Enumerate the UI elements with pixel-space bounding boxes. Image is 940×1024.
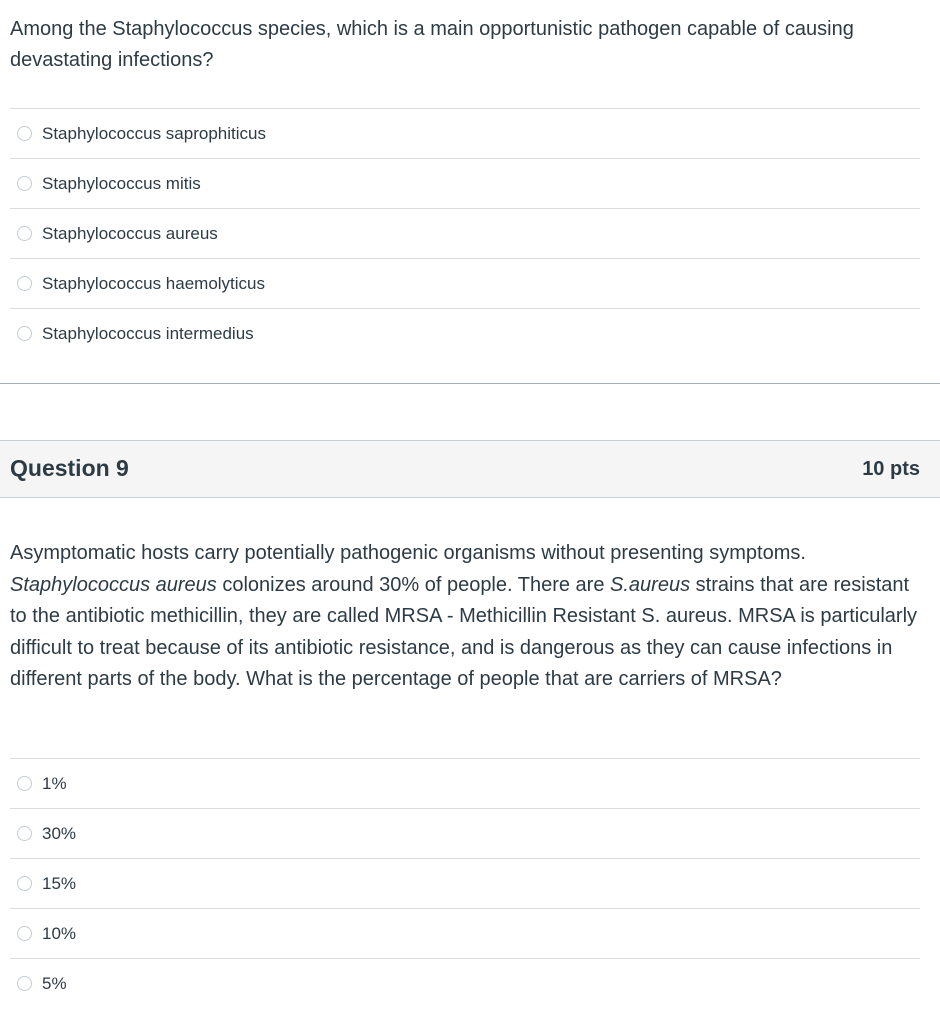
radio-button[interactable] <box>17 226 32 241</box>
answer-option[interactable] <box>10 308 920 358</box>
answer-option[interactable] <box>10 858 920 908</box>
answer-label: 30% <box>42 823 77 843</box>
radio-button[interactable] <box>17 826 32 841</box>
radio-button[interactable] <box>17 976 32 991</box>
answer-label: 5% <box>42 973 67 993</box>
answer-label: 1% <box>42 773 67 793</box>
question-text-part: colonizes around 30% of people. There are <box>216 573 611 596</box>
answer-option[interactable] <box>10 958 920 1008</box>
answer-label: Staphylococcus aureus <box>42 223 218 243</box>
answer-option[interactable] <box>10 758 920 808</box>
answer-label: Staphylococcus haemolyticus <box>42 273 266 293</box>
answer-option[interactable] <box>10 108 920 158</box>
question-9-header <box>0 440 940 498</box>
question-8-text: Among the Staphylococcus species, which is a main opportunistic pathogen capable of causing devastating infections? <box>10 18 854 71</box>
answer-label: 10% <box>42 923 77 943</box>
radio-button[interactable] <box>17 326 32 341</box>
answer-option[interactable] <box>10 808 920 858</box>
answer-option[interactable] <box>10 258 920 308</box>
question-9-answers <box>10 758 920 1008</box>
radio-button[interactable] <box>17 176 32 191</box>
question-8-answers <box>10 108 920 358</box>
species-name-italic: Staphylococcus aureus <box>10 573 217 596</box>
answer-option[interactable] <box>10 908 920 958</box>
answer-option[interactable] <box>10 158 920 208</box>
radio-button[interactable] <box>17 776 32 791</box>
radio-button[interactable] <box>17 126 32 141</box>
answer-label: Staphylococcus intermedius <box>42 323 254 343</box>
question-text-part: strains that are resistant to the antibiotic methicillin, they are called MRSA - Methicillin Resistant S. aureus. MRSA is particularly difficult to treat because of its antibiotic resistance, and is dangerous as they can cause infections in different parts of the body. What is the percentage of people that are carriers of MRSA? <box>10 573 918 690</box>
question-divider <box>0 383 940 384</box>
radio-button[interactable] <box>17 276 32 291</box>
radio-button[interactable] <box>17 926 32 941</box>
answer-option[interactable] <box>10 208 920 258</box>
question-text-part: Asymptomatic hosts carry potentially pathogenic organisms without presenting symptoms. <box>10 542 806 564</box>
answer-label: Staphylococcus mitis <box>42 173 201 193</box>
question-points: 10 pts <box>862 458 920 480</box>
answer-label: 15% <box>42 873 77 893</box>
species-name-italic: S.aureus <box>610 573 691 596</box>
question-9-text <box>10 538 925 696</box>
question-title: Question 9 <box>10 455 129 481</box>
answer-label: Staphylococcus saprophiticus <box>42 123 266 143</box>
radio-button[interactable] <box>17 876 32 891</box>
